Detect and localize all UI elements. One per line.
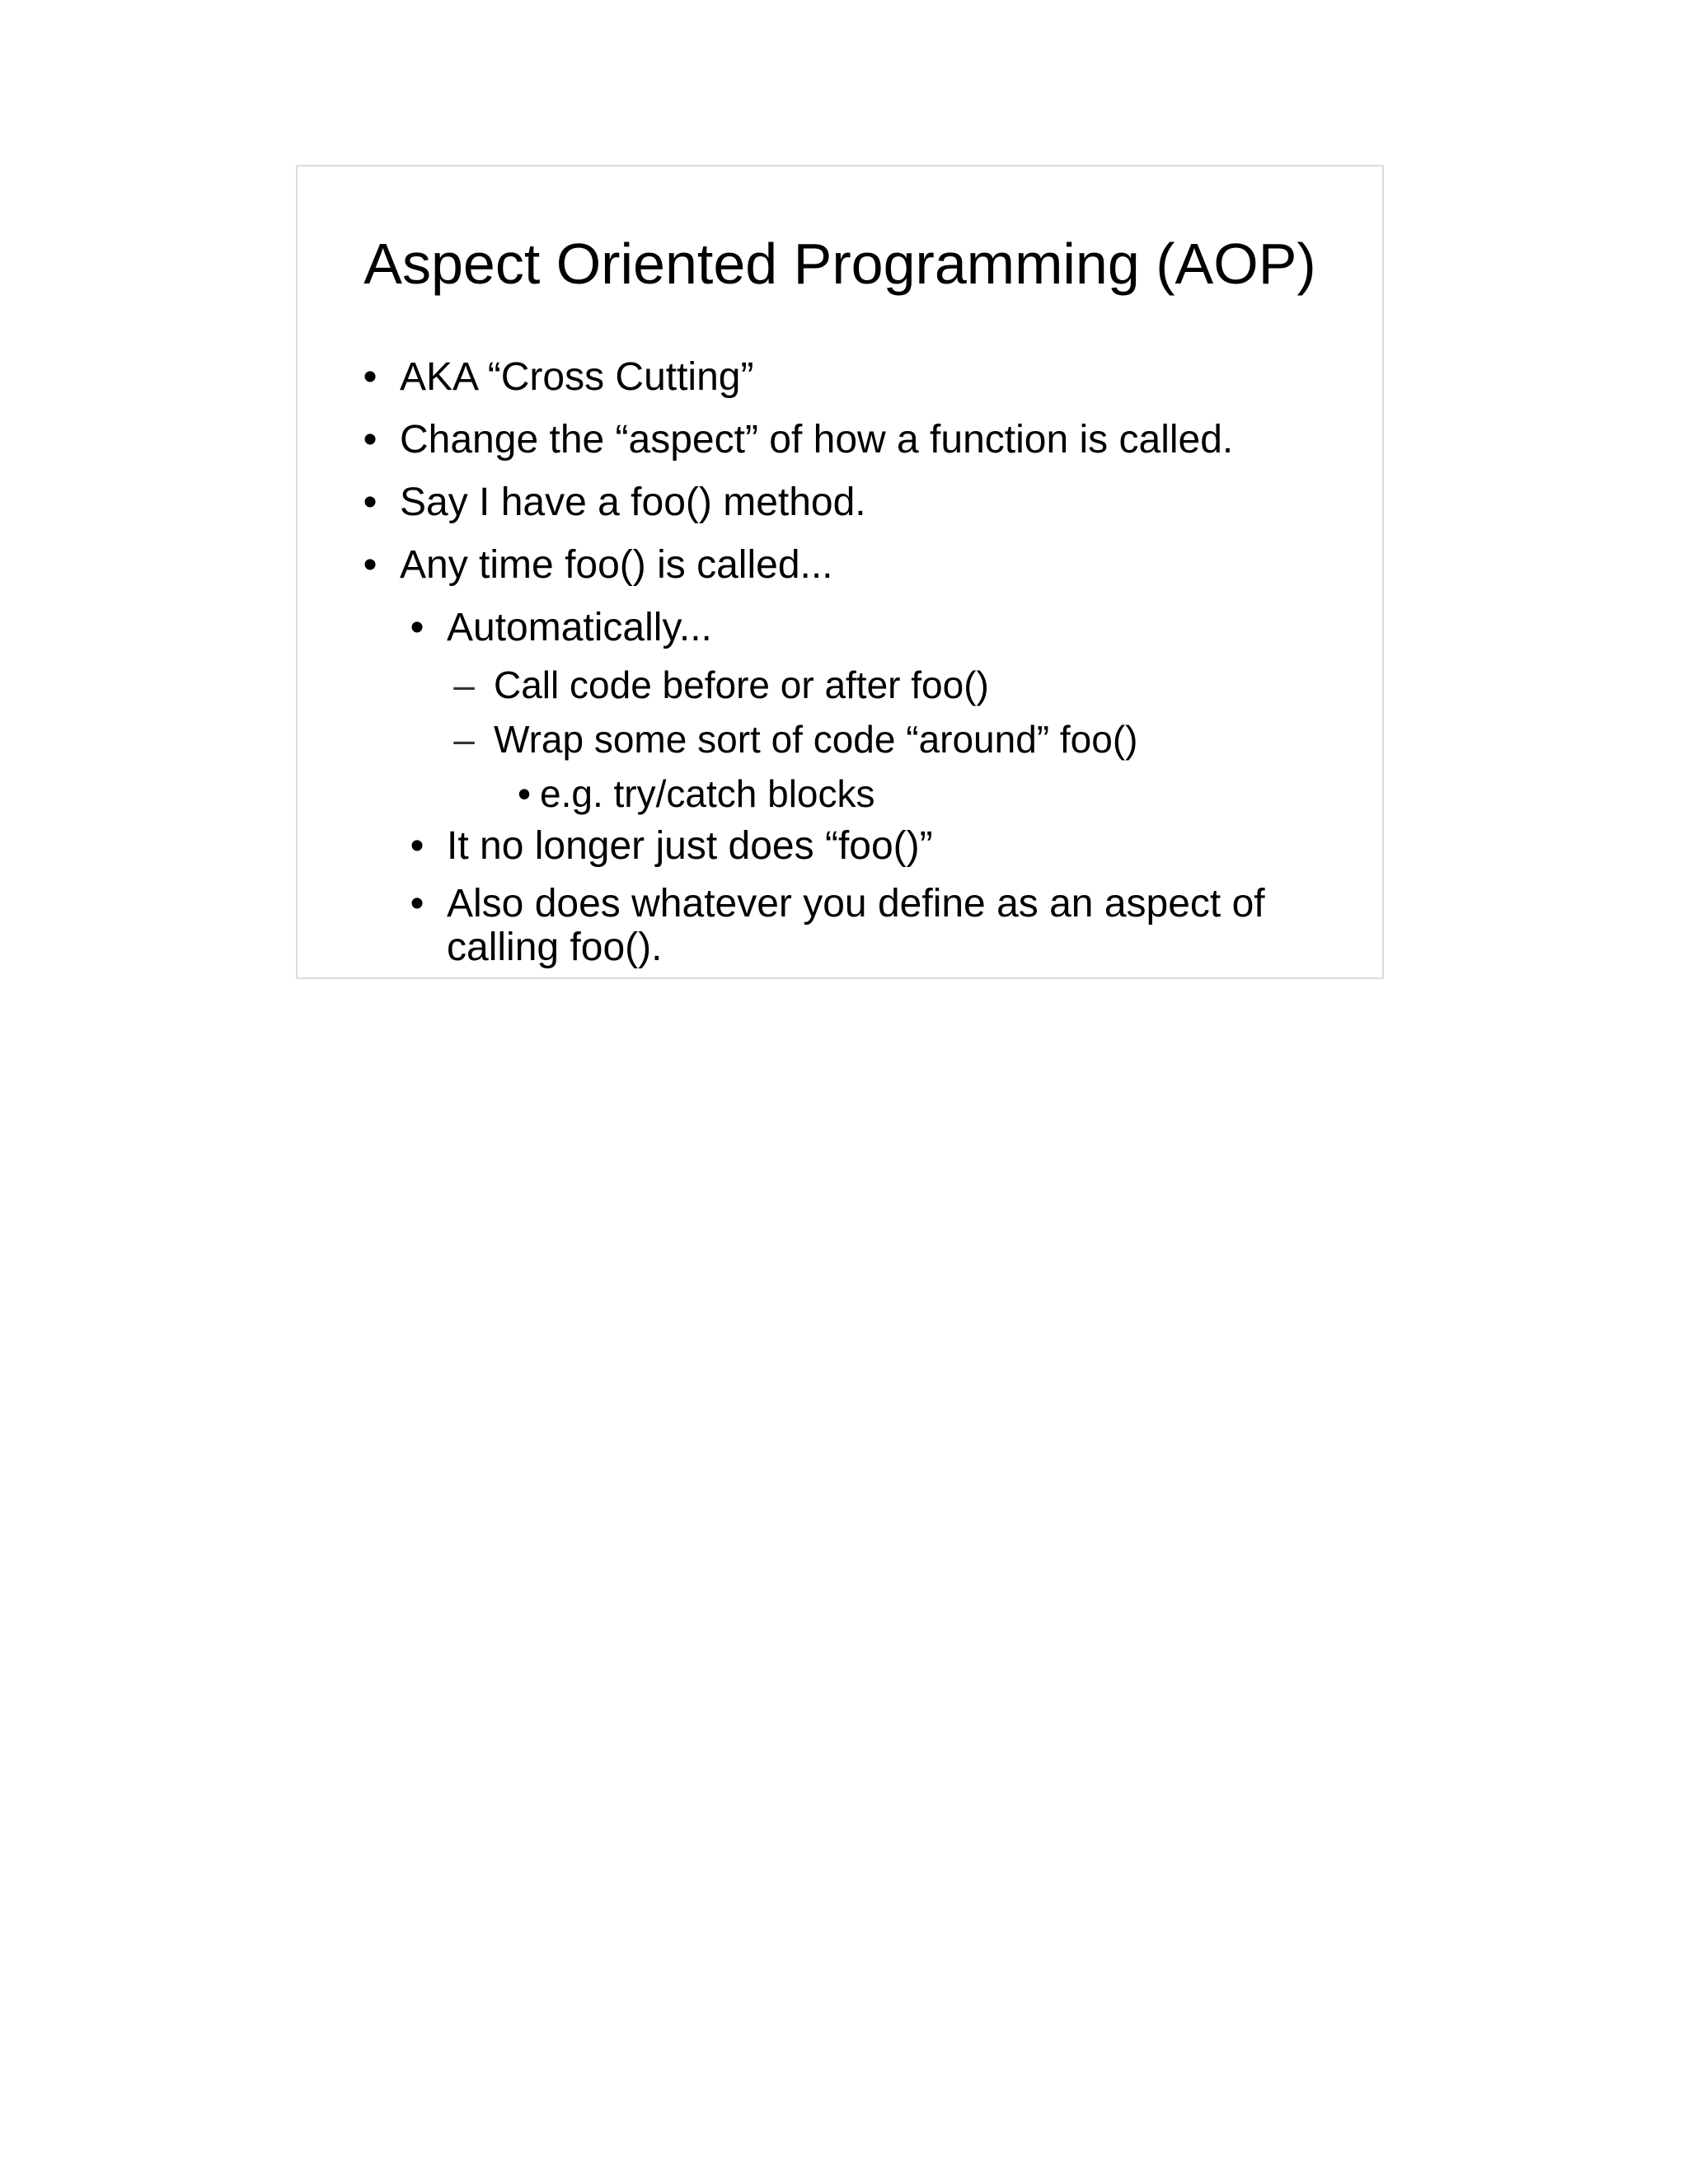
bullet-text-continuation: calling foo().	[447, 926, 663, 969]
bullet-text: Automatically...	[447, 606, 712, 649]
bullet-text: Say I have a foo() method.	[400, 480, 866, 524]
dash-marker: –	[453, 718, 475, 761]
bullet-text: Wrap some sort of code “around” foo()	[494, 718, 1138, 761]
bullet-text: It no longer just does “foo()”	[447, 824, 933, 868]
bullet-text: AKA “Cross Cutting”	[400, 355, 754, 399]
bullet-marker: •	[410, 824, 424, 868]
bullet-marker: •	[363, 355, 377, 399]
bullet-marker: •	[410, 606, 424, 649]
bullet-marker: •	[363, 543, 377, 587]
dash-marker: –	[453, 663, 475, 706]
bullet-text: Call code before or after foo()	[494, 663, 989, 706]
bullet-marker: •	[363, 418, 377, 462]
bullet-marker: •	[410, 882, 424, 926]
bullet-marker: •	[517, 772, 532, 815]
bullet-text: Also does whatever you define as an aspect of	[447, 882, 1265, 926]
slide-title: Aspect Oriented Programming (AOP)	[363, 232, 1316, 296]
bullet-text: Change the “aspect” of how a function is called.	[400, 418, 1234, 462]
bullet-text: e.g. try/catch blocks	[540, 772, 875, 815]
bullet-text: Any time foo() is called...	[400, 543, 833, 587]
bullet-marker: •	[363, 480, 377, 524]
slide	[296, 165, 1384, 979]
